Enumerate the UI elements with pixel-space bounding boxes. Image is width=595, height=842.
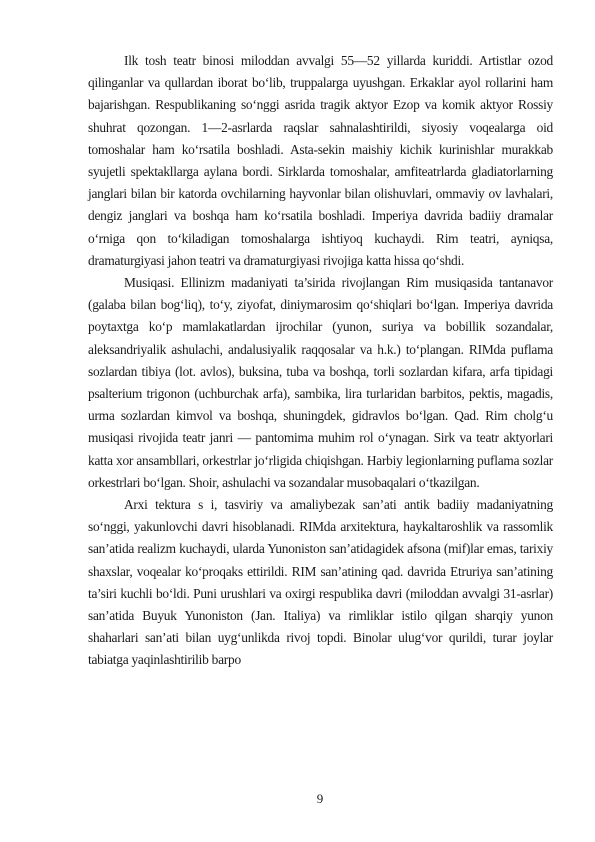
paragraph-architecture: Arxi tektura s i, tasviriy va amaliybezak san’ati antik badiiy madaniyatning so‘nggi, yakunlovchi davri hisoblanadi. RIMda arxitektura, haykaltaroshlik va rassomlik san’atida realizm kuchaydi, ularda Yunoniston san’atidagidek afsona (mif)lar emas, tarixiy shaxslar, voqealar ko‘proqaks ettirildi. RIM san’atining qad. davrida Etruriya san’atining ta’siri kuchli bo‘ldi. Puni urushlari va oxirgi respublika davri (miloddan avvalgi 31-asrlar) san’atida Buyuk Yunoniston (Jan. Italiya) va rimliklar istilo qilgan sharqiy yunon shaharlari san’ati bilan uyg‘unlikda rivoj topdi. Binolar ulug‘vor qurildi, turar joylar tabiatga yaqinlashtirilib barpo (88, 497, 553, 668)
document-page (88, 50, 553, 672)
paragraph-music: Musiqasi. Ellinizm madaniyati ta’sirida rivojlangan Rim musiqasida tantanavor (galaba bilan bog‘liq), to‘y, ziyofat, diniymarosim qo‘shiqlari bo‘lgan. Imperiya davrida poytaxtga ko‘p mamlakatlardan ijrochilar (yunon, suriya va bobillik sozandalar, aleksandriyalik ashulachi, andalusiyalik raqqosalar va h.k.) to‘plangan. RIMda puflama sozlardan tibiya (lot. avlos), buksina, tuba va boshqa, torli sozlardan kifara, arfa tipidagi psalterium trigonon (uchburchak arfa), sambika, lira turlaridan barbitos, pektis, magadis, urma sozlardan kimvol va boshqa, shuningdek, gidravlos bo‘lgan. Qad. Rim cholg‘u musiqasi rivojida teatr janri — pantomima muhim rol o‘ynagan. Sirk va teatr aktyorlari katta xor ansambllari, orkestrlar jo‘rligida chiqishgan. Harbiy legionlarning puflama sozlar orkestrlari bo‘lgan. Shoir, ashulachi va sozandalar musobaqalari o‘tkazilgan. (88, 275, 553, 490)
paragraph-theatre: Ilk tosh teatr binosi miloddan avvalgi 55—52 yillarda kuriddi. Artistlar ozod qilinganlar va qullardan iborat bo‘lib, truppalarga uyushgan. Erkaklar ayol rollarini ham bajarishgan. Respublikaning so‘nggi asrida tragik aktyor Ezop va komik aktyor Rossiy shuhrat qozongan. 1—2-asrlarda raqslar sahnalashtirildi, siyosiy voqealarga oid tomoshalar ham ko‘rsatila boshladi. Asta-sekin maishiy kichik kurinishlar murakkab syujetli spektakllarga aylana bordi. Sirklarda tomoshalar, amfiteatrlarda gladiatorlarning janglari bilan bir katorda ovchilarning hayvonlar bilan olishuvlari, ommaviy ov lavhalari, dengiz janglari va boshqa ham ko‘rsatila boshladi. Imperiya davrida badiiy dramalar o‘rniga qon to‘kiladigan tomoshalarga ishtiyoq kuchaydi. Rim teatri, ayniqsa, dramaturgiyasi jahon teatri va dramaturgiyasi rivojiga katta hissa qo‘shdi. (88, 53, 553, 268)
page-number: 9 (316, 791, 324, 806)
